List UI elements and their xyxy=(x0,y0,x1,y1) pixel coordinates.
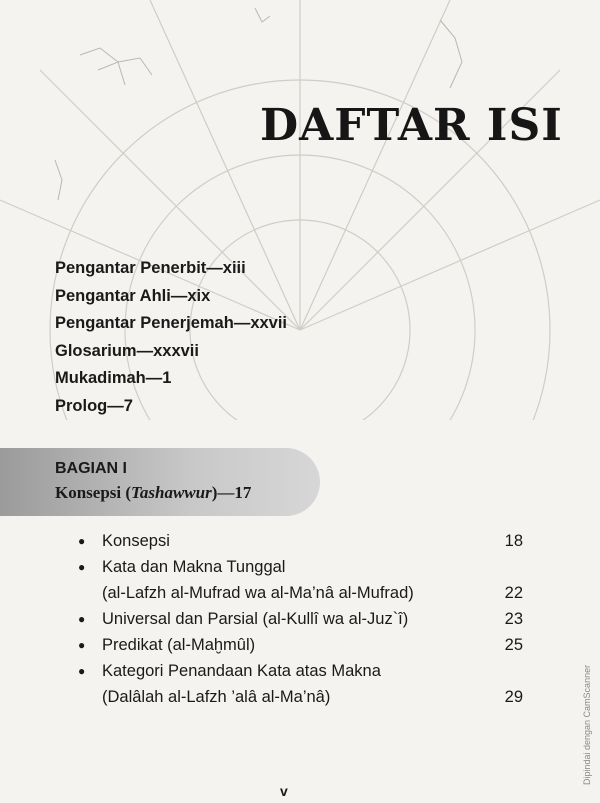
entry-title: Konsepsi xyxy=(102,532,170,550)
entry-title: Predikat (al-Maḫmûl) xyxy=(102,636,256,654)
toc-entry-konsepsi[interactable] xyxy=(78,528,533,554)
entry-title: Kategori Penandaan Kata atas Makna xyxy=(102,662,381,680)
entry-page-number: 22 xyxy=(504,584,523,602)
section-title-term: Tashawwur xyxy=(131,483,212,502)
toc-entry-kata-dan-makna-tunggal[interactable] xyxy=(78,554,533,606)
entry-page-number: 25 xyxy=(504,636,523,654)
entry-page-number: 18 xyxy=(504,532,523,550)
front-matter-list xyxy=(55,255,287,420)
front-matter-item[interactable]: Prolog—7 xyxy=(55,396,133,415)
section-title[interactable] xyxy=(55,483,251,503)
section-banner xyxy=(0,448,320,516)
page-title: DAFTAR ISI xyxy=(260,100,563,151)
front-matter-item[interactable]: Mukadimah—1 xyxy=(55,369,172,387)
section-label: BAGIAN I xyxy=(55,460,127,477)
bullet-icon: ● xyxy=(78,560,86,574)
bullet-icon: ● xyxy=(78,612,86,626)
entry-title: Universal dan Parsial (al-Kullî wa al-Juz`î) xyxy=(102,610,409,628)
entry-subtitle: (al-Lafzh al-Mufrad wa al-Ma’nâ al-Mufrad) xyxy=(102,584,414,602)
entry-title: Kata dan Makna Tunggal xyxy=(102,558,286,576)
entry-page-number: 29 xyxy=(504,688,523,706)
section-entries xyxy=(78,528,533,710)
entry-subtitle: (Dalâlah al-Lafzh ’alâ al-Ma’nâ) xyxy=(102,688,331,706)
section-title-suffix: )—17 xyxy=(211,483,252,502)
page-folio: v xyxy=(280,783,288,799)
bullet-icon: ● xyxy=(78,664,86,678)
toc-entry-kategori-penandaan[interactable] xyxy=(78,658,533,710)
bullet-icon: ● xyxy=(78,638,86,652)
front-matter-item[interactable]: Pengantar Penerjemah—xxvii xyxy=(55,314,288,332)
front-matter-item[interactable]: Pengantar Penerbit—xiii xyxy=(55,259,246,277)
toc-entry-universal-dan-parsial[interactable] xyxy=(78,606,533,632)
front-matter-item[interactable]: Glosarium—xxxvii xyxy=(55,341,199,360)
scanner-watermark: Dipindai dengan CamScanner xyxy=(582,664,592,785)
entry-page-number: 23 xyxy=(504,610,523,628)
section-title-prefix: Konsepsi ( xyxy=(55,483,132,502)
front-matter-item[interactable]: Pengantar Ahli—xix xyxy=(55,286,211,305)
bullet-icon: ● xyxy=(78,534,86,548)
toc-entry-predikat[interactable] xyxy=(78,632,533,658)
